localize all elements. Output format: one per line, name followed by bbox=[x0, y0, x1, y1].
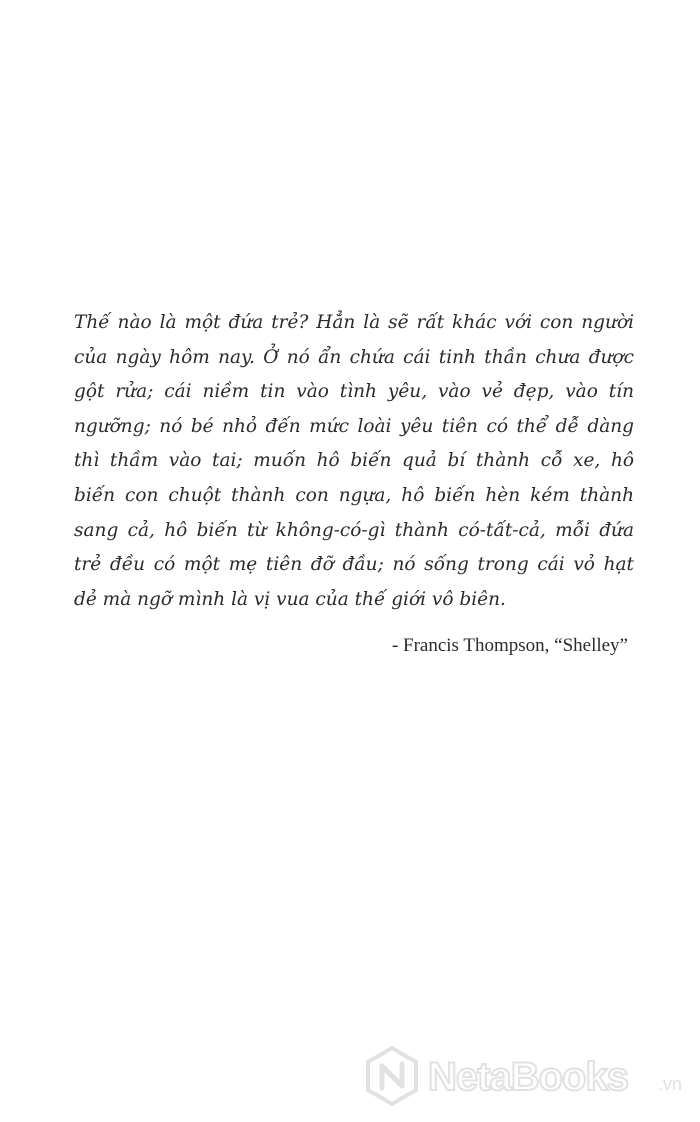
svg-text:NetaBooks: NetaBooks bbox=[428, 1055, 628, 1099]
quote-line: ngưỡng; nó bé nhỏ đến mức loài yêu tiên có thể dễ dàng bbox=[74, 415, 634, 437]
quote-line: sang cả, hô biến từ không-có-gì thành có-tất-cả, mỗi đứa bbox=[74, 519, 634, 541]
quote-line: gột rửa; cái niềm tin vào tình yêu, vào vẻ đẹp, vào tín bbox=[74, 381, 634, 403]
quote-attribution: - Francis Thompson, “Shelley” bbox=[391, 635, 628, 656]
quote-line: biến con chuột thành con ngựa, hô biến hèn kém thành bbox=[74, 484, 634, 506]
quote-line: Thế nào là một đứa trẻ? Hẳn là sẽ rất khác với con người bbox=[74, 312, 634, 333]
quote-line: dẻ mà ngỡ mình là vị vua của thế giới vô biên. bbox=[74, 588, 506, 610]
svg-text:.vn: .vn bbox=[658, 1074, 683, 1094]
quote-line: trẻ đều có một mẹ tiên đỡ đầu; nó sống trong cái vỏ hạt bbox=[74, 554, 634, 576]
quote-line: của ngày hôm nay. Ở nó ẩn chứa cái tinh thần chưa được bbox=[74, 346, 634, 368]
quote-passage bbox=[74, 306, 634, 617]
netabooks-logo-icon bbox=[362, 1044, 692, 1108]
quote-line: thì thầm vào tai; muốn hô biến quả bí thành cỗ xe, hô bbox=[74, 450, 634, 472]
netabooks-watermark bbox=[362, 1044, 692, 1108]
